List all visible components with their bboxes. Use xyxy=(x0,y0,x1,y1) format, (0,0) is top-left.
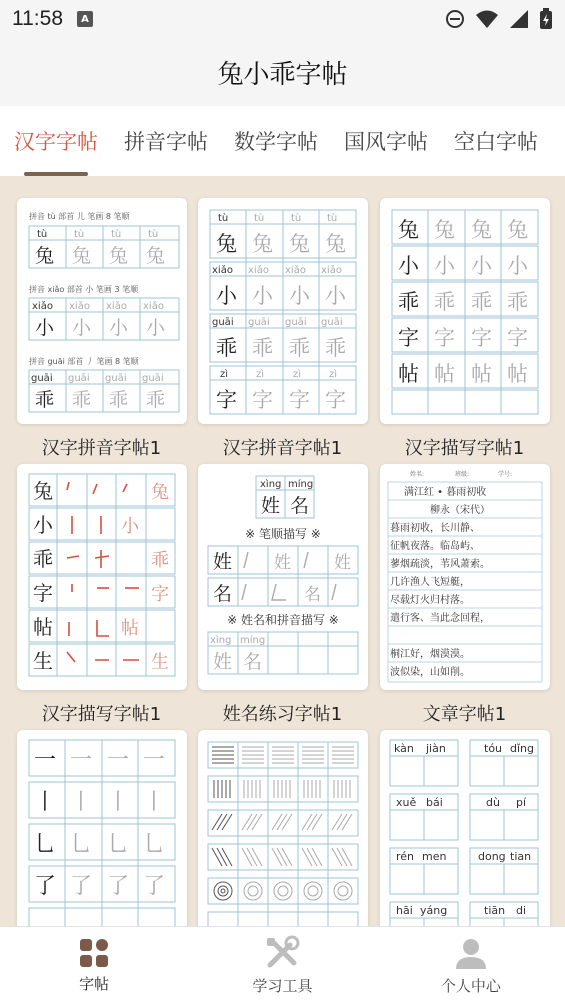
preview-char: 乖 xyxy=(471,290,492,314)
nav-profile-label: 个人中心 xyxy=(440,977,501,995)
preview-char: 名 xyxy=(243,651,263,673)
preview-pinyin: xiǎo xyxy=(69,301,90,312)
preview-line: 满江红 • 暮雨初收 xyxy=(404,487,487,498)
preview-char: 姓 xyxy=(261,495,281,517)
preview-line: 尽载灯火归村落。 xyxy=(390,595,470,606)
preview-char: 乖 xyxy=(35,389,55,411)
preview-char: 小 xyxy=(72,317,92,339)
preview-char: 乖 xyxy=(289,336,310,360)
preview-line: 遣行客、当此念回程， xyxy=(390,613,490,624)
preview-char: 兔 xyxy=(289,232,310,256)
preview-char: 兔 xyxy=(398,218,419,242)
preview-char: 了 xyxy=(143,874,166,899)
preview-meta: 学号: xyxy=(498,471,513,478)
person-icon xyxy=(453,935,489,971)
preview-char: 兔 xyxy=(33,479,53,503)
preview-char: 帖 xyxy=(507,362,528,386)
preview-pinyin: tù xyxy=(111,229,122,240)
preview-char: 小 xyxy=(146,317,166,339)
preview-pinyin: guāi xyxy=(212,317,234,328)
preview-stroke: 兔 xyxy=(151,482,169,503)
preview-pinyin: jiàn xyxy=(426,742,446,755)
tab-blank[interactable]: 空白字帖 xyxy=(454,130,538,154)
preview-char: 姓 xyxy=(213,651,233,673)
preview-char: 字 xyxy=(325,388,346,412)
card-preview xyxy=(198,464,368,690)
nav-study-tools[interactable] xyxy=(188,927,376,1004)
preview-char: 小 xyxy=(33,513,53,537)
preview-pinyin: bái xyxy=(426,796,443,809)
preview-char: 小 xyxy=(325,284,346,308)
preview-pinyin: tù xyxy=(291,213,302,224)
preview-char: 小 xyxy=(507,254,528,278)
preview-meta: 姓名: xyxy=(410,471,425,478)
card-label: 汉字拼音字帖1 xyxy=(41,438,162,459)
preview-pinyin: xiǎo xyxy=(321,265,342,276)
preview-pinyin: pí xyxy=(516,796,527,809)
card-preview xyxy=(380,198,550,424)
preview-char: 乖 xyxy=(252,336,273,360)
preview-char: 兔 xyxy=(216,232,237,256)
preview-pinyin: dong xyxy=(478,850,506,863)
card-preview xyxy=(198,198,368,424)
preview-char: 兔 xyxy=(434,218,455,242)
preview-pinyin: tù xyxy=(74,229,85,240)
category-tabs xyxy=(0,106,565,176)
preview-char: 乖 xyxy=(146,389,166,411)
preview-stroke: 字 xyxy=(151,584,169,605)
preview-pinyin: tù xyxy=(218,213,229,224)
card-label: 汉字描写字帖1 xyxy=(404,438,525,459)
preview-char: 乖 xyxy=(33,547,53,571)
preview-pinyin: tù xyxy=(327,213,338,224)
preview-char: 小 xyxy=(35,317,55,339)
template-card-hanzi-pinyin-1[interactable] xyxy=(17,198,187,424)
preview-char: 一 xyxy=(34,748,57,773)
preview-pinyin: tian xyxy=(510,850,532,863)
preview-note: ※ 姓名和拼音描写 ※ xyxy=(227,613,339,627)
preview-pinyin: xuě xyxy=(396,796,417,809)
preview-char: 一 xyxy=(107,748,130,773)
card-preview xyxy=(380,730,550,926)
tab-math[interactable]: 数学字帖 xyxy=(234,130,318,154)
preview-stroke: 帖 xyxy=(121,618,139,639)
preview-char: 乖 xyxy=(325,336,346,360)
preview-char: 帖 xyxy=(33,615,53,639)
status-time: 11:58 xyxy=(12,7,63,30)
preview-line: 暮雨初收，长川静、 xyxy=(390,523,480,534)
preview-char: 兔 xyxy=(507,218,528,242)
preview-char: 一 xyxy=(70,748,93,773)
template-card-hanzi-trace-1[interactable] xyxy=(380,198,550,424)
page-title: 兔小乖字帖 xyxy=(217,59,348,90)
grid-icon xyxy=(78,937,110,969)
nav-study-tools-label: 学习工具 xyxy=(252,977,313,995)
preview-pinyin: guāi xyxy=(105,373,127,384)
status-bar xyxy=(0,0,565,38)
preview-line: 几许渔人飞短艇， xyxy=(390,577,470,588)
preview-pinyin: xiǎo xyxy=(143,301,164,312)
preview-pinyin: zì xyxy=(220,369,229,380)
preview-pinyin: tóu xyxy=(484,742,503,755)
preview-pinyin: xìng xyxy=(210,635,232,646)
bottom-nav xyxy=(0,926,565,1004)
template-card-strokes[interactable] xyxy=(17,730,187,926)
preview-pinyin: xiǎo xyxy=(212,265,233,276)
preview-char: 兔 xyxy=(146,245,166,267)
preview-char: 乖 xyxy=(72,389,92,411)
preview-char: 兔 xyxy=(325,232,346,256)
tab-pinyin[interactable]: 拼音字帖 xyxy=(124,130,208,154)
preview-char: 小 xyxy=(289,284,310,308)
preview-char: 兔 xyxy=(109,245,129,267)
preview-pinyin: guāi xyxy=(142,373,164,384)
preview-char: 乖 xyxy=(216,336,237,360)
preview-pinyin: kàn xyxy=(394,742,414,755)
preview-char: 字 xyxy=(252,388,273,412)
card-label: 汉字拼音字帖1 xyxy=(222,438,343,459)
preview-line: 征帆夜落。临岛屿、 xyxy=(390,541,480,552)
preview-char: 小 xyxy=(398,254,419,278)
preview-pinyin: dǐng xyxy=(510,742,534,755)
preview-pinyin: guāi xyxy=(321,317,343,328)
preview-stroke: 生 xyxy=(151,652,169,673)
card-preview xyxy=(17,198,187,424)
tab-guofeng[interactable]: 国风字帖 xyxy=(344,130,428,154)
preview-char: 名 xyxy=(290,495,310,517)
preview-char: 小 xyxy=(109,317,129,339)
preview-pinyin: guāi xyxy=(68,373,90,384)
status-icons xyxy=(445,8,553,30)
preview-char: 乚 xyxy=(34,832,57,857)
card-label: 汉字描写字帖1 xyxy=(41,704,162,725)
template-card-name-practice-1[interactable] xyxy=(198,464,368,690)
card-label: 姓名练习字帖1 xyxy=(222,704,343,725)
preview-pinyin: dù xyxy=(486,796,500,809)
do-not-disturb-icon xyxy=(445,9,465,29)
preview-char: 小 xyxy=(471,254,492,278)
preview-char: 丨 xyxy=(143,790,166,815)
preview-pinyin: guāi xyxy=(285,317,307,328)
preview-pinyin: tù xyxy=(254,213,265,224)
preview-pinyin: zì xyxy=(329,369,338,380)
preview-char: 字 xyxy=(33,581,53,605)
template-card-line-patterns[interactable] xyxy=(198,730,368,926)
preview-char: 一 xyxy=(143,748,166,773)
app-header xyxy=(0,38,565,106)
preview-meta: 班级: xyxy=(455,471,470,478)
preview-char: 小 xyxy=(434,254,455,278)
preview-pinyin: zì xyxy=(256,369,265,380)
preview-line: 柳永（宋代） xyxy=(430,505,490,516)
preview-char: 丨 xyxy=(34,790,57,815)
preview-char: 乖 xyxy=(507,290,528,314)
preview-char: 字 xyxy=(434,326,455,350)
preview-pinyin: tiān xyxy=(484,904,506,917)
tab-hanzi[interactable]: 汉字字帖 xyxy=(14,106,98,176)
preview-pinyin: men xyxy=(422,850,447,863)
preview-stroke: 乖 xyxy=(151,550,169,571)
preview-pinyin: xìng xyxy=(260,479,282,490)
preview-pinyin: tù xyxy=(37,229,48,240)
preview-char: 兔 xyxy=(72,245,92,267)
preview-char: 乖 xyxy=(398,290,419,314)
cell-signal-icon xyxy=(509,9,529,29)
tools-icon xyxy=(264,935,300,971)
preview-pinyin: xiǎo xyxy=(106,301,127,312)
preview-pinyin: xiǎo xyxy=(248,265,269,276)
preview-pinyin: tù xyxy=(148,229,159,240)
template-card-article-1[interactable] xyxy=(380,464,550,690)
preview-char: 生 xyxy=(33,649,53,673)
preview-pinyin: zì xyxy=(293,369,302,380)
preview-pinyin: xiǎo xyxy=(285,265,306,276)
preview-char: 字 xyxy=(507,326,528,350)
preview-line: 波似染，山如削。 xyxy=(390,667,470,678)
preview-char: 帖 xyxy=(398,362,419,386)
preview-char: 姓 xyxy=(334,553,351,573)
preview-meta: 拼音 guāi 部首 丿 笔画 8 笔顺 xyxy=(29,357,139,366)
preview-pinyin: guāi xyxy=(248,317,270,328)
preview-char: 兔 xyxy=(471,218,492,242)
preview-char: 字 xyxy=(289,388,310,412)
nav-profile[interactable] xyxy=(377,927,565,1004)
preview-pinyin: yáng xyxy=(420,904,448,917)
preview-char: 乖 xyxy=(434,290,455,314)
preview-char: 丨 xyxy=(70,790,93,815)
card-preview xyxy=(198,730,368,926)
preview-pinyin: míng xyxy=(288,479,314,490)
preview-char: 字 xyxy=(471,326,492,350)
nav-copybook-label: 字帖 xyxy=(79,975,110,993)
preview-stroke: 小 xyxy=(121,516,139,537)
preview-pinyin: rén xyxy=(396,850,415,863)
preview-char: 乚 xyxy=(107,832,130,857)
notification-a-icon: A xyxy=(77,11,93,27)
nav-copybook[interactable] xyxy=(0,927,188,1004)
preview-char: 乚 xyxy=(143,832,166,857)
preview-char: 了 xyxy=(107,874,130,899)
preview-char: 字 xyxy=(216,388,237,412)
preview-pinyin: guāi xyxy=(31,373,53,384)
preview-char: 乚 xyxy=(70,832,93,857)
card-label: 文章字帖1 xyxy=(422,704,507,725)
preview-char: 姓 xyxy=(213,551,233,573)
preview-char: 名 xyxy=(213,583,233,605)
preview-char: 帖 xyxy=(471,362,492,386)
card-preview xyxy=(17,464,187,690)
preview-char: 姓 xyxy=(274,553,291,573)
preview-pinyin: di xyxy=(516,904,527,917)
preview-meta: 拼音 xiǎo 部首 小 笔画 3 笔顺 xyxy=(29,285,139,294)
preview-char: 兔 xyxy=(252,232,273,256)
card-preview xyxy=(17,730,187,926)
preview-char: 丨 xyxy=(107,790,130,815)
preview-note: ※ 笔顺描写 ※ xyxy=(245,527,321,541)
template-card-pinyin-words[interactable] xyxy=(380,730,550,926)
preview-char: 小 xyxy=(216,284,237,308)
battery-charging-icon xyxy=(539,8,553,30)
preview-char: 字 xyxy=(398,326,419,350)
template-grid xyxy=(0,176,565,926)
template-card-hanzi-trace-1b[interactable] xyxy=(17,464,187,690)
preview-char: 兔 xyxy=(35,245,55,267)
preview-pinyin: hāi xyxy=(396,904,413,917)
preview-char: 了 xyxy=(34,874,57,899)
preview-pinyin: xiǎo xyxy=(32,301,53,312)
preview-line: 蓼烟疏淡，苇风萧索。 xyxy=(390,559,490,570)
preview-char: 乖 xyxy=(109,389,129,411)
preview-char: 帖 xyxy=(434,362,455,386)
preview-line: 桐江好，烟漠漠。 xyxy=(390,649,470,660)
preview-char: 小 xyxy=(252,284,273,308)
preview-char: 名 xyxy=(304,585,321,605)
preview-pinyin: míng xyxy=(240,635,266,646)
preview-char: 了 xyxy=(70,874,93,899)
preview-meta: 拼音 tù 部首 儿 笔画 8 笔顺 xyxy=(29,212,130,221)
template-card-hanzi-pinyin-1b[interactable] xyxy=(198,198,368,424)
card-preview xyxy=(380,464,550,690)
wifi-icon xyxy=(475,9,499,29)
